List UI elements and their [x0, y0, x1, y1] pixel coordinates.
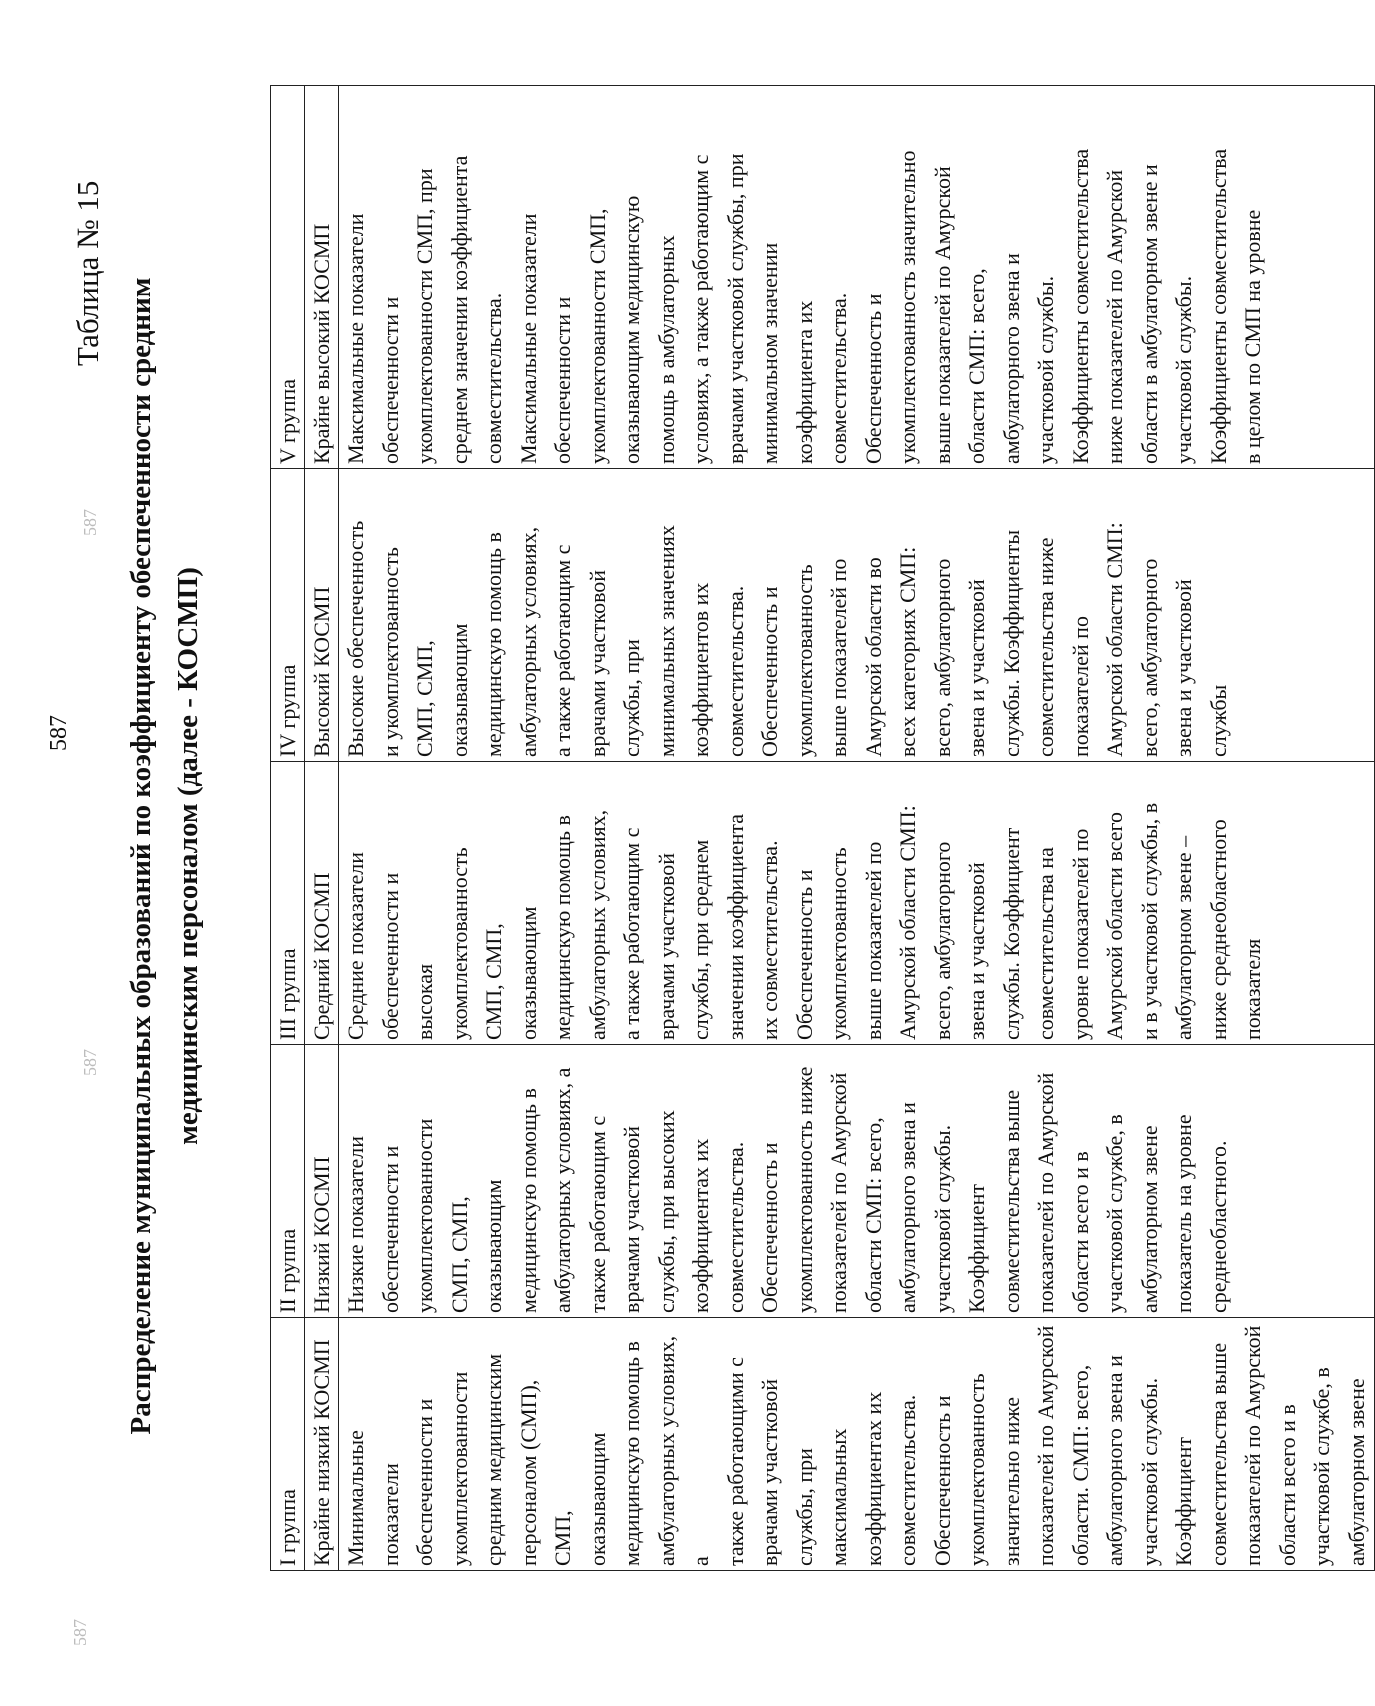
description-text: Высокие обеспеченность и укомплектованность СМП, СМП, оказывающим медицинскую помощь в амбулаторных условиях, а также работающим с врачами участковой службы, при минимальных значениях коэффициентов их совместительства. Обеспеченность и укомплектованность выше показателей по Амурской области во всех категориях СМП: всего, амбулаторного звена и участковой службы. Коэффициенты совместительства ниже показателей по Амурской области СМП: всего, амбулаторного звена и участковой службы	[343, 520, 1231, 757]
column-header: II группа	[271, 1045, 305, 1318]
description-cell	[339, 469, 1375, 762]
column-header: V группа	[271, 86, 305, 469]
description-cell	[339, 86, 1375, 469]
description-cell	[339, 1318, 1375, 1571]
description-cell	[339, 1045, 1375, 1318]
level-cell: Крайне высокий КОСМП	[305, 86, 339, 469]
description-text: Низкие показатели обеспеченности и укомплектованности СМП, СМП, оказывающим медицинскую помощь в амбулаторных условиях, а также работающим с врачами участковой службы, при высоких коэффициентах их совместительства. Обеспеченность и укомплектованность ниже показателей по Амурской области СМП: всего, амбулаторного звена и участковой службы. Коэффициент совместительства выше показателей по Амурской области всего и в участковой службе, в амбулаторном звене показатель на уровне среднеобластного.	[343, 1066, 1231, 1313]
margin-artifact: 587	[80, 1049, 100, 1076]
description-cell	[339, 762, 1375, 1045]
page-number: 587	[46, 715, 72, 751]
column-header: IV группа	[271, 469, 305, 762]
description-text: Максимальные показатели обеспеченности и укомплектованности СМП, при среднем значении коэффициента совместительства. Максимальные показатели обеспеченности и укомплектованности СМП, оказывающим медицинскую помощь в амбулаторных условиях, а также работающим с врачами участковой службы, при минимальном значении коэффициента их совместительства. Обеспеченность и укомплектованность значительно выше показателей по Амурской области СМП: всего, амбулаторного звена и участковой службы. Коэффициенты совместительства ниже показателей по Амурской области в амбулаторном звене и участковой службы. Коэффициенты совместительства в целом по СМП на уровне	[343, 148, 1265, 464]
level-cell: Высокий КОСМП	[305, 469, 339, 762]
level-cell: Низкий КОСМП	[305, 1045, 339, 1318]
column-header: I группа	[271, 1318, 305, 1571]
table-label: Таблица № 15	[70, 180, 105, 366]
level-cell: Крайне низкий КОСМП	[305, 1318, 339, 1571]
margin-artifact: 587	[70, 1619, 90, 1646]
margin-artifact: 587	[80, 509, 100, 536]
level-cell: Средний КОСМП	[305, 762, 339, 1045]
column-header: III группа	[271, 762, 305, 1045]
table-header-row	[271, 86, 305, 1571]
table-row	[339, 86, 1375, 1571]
page-title: Распределение муниципальных образований по коэффициенту обеспеченности средним медицинским персоналом (далее - КОСМП)	[125, 277, 204, 1435]
description-text: Минимальные показатели обеспеченности и укомплектованности средним медицинским персоналом (СМП), СМП, оказывающим медицинскую помощь в амбулаторных условиях, а также работающими с врачами участковой службы, при максимальных коэффициентах их совместительства. Обеспеченность и укомплектованность значительно ниже показателей по Амурской области. СМП: всего, амбулаторного звена и участковой службы. Коэффициент совместительства выше показателей по Амурской области всего и в участковой службе, в амбулаторном звене	[343, 1325, 1369, 1566]
table-level-row	[305, 86, 339, 1571]
description-text: Средние показатели обеспеченности и высокая укомплектованность СМП, СМП, оказывающим медицинскую помощь в амбулаторных условиях, а также работающим с врачами участковой службы, при среднем значении коэффициента их совместительства. Обеспеченность и укомплектованность выше показателей по Амурской области СМП: всего, амбулаторного звена и участковой службы. Коэффициент совместительства на уровне показателей по Амурской области всего и в участковой службы, в амбулаторном звене – ниже среднеобластного показателя	[343, 802, 1265, 1040]
data-table	[270, 85, 1375, 1571]
